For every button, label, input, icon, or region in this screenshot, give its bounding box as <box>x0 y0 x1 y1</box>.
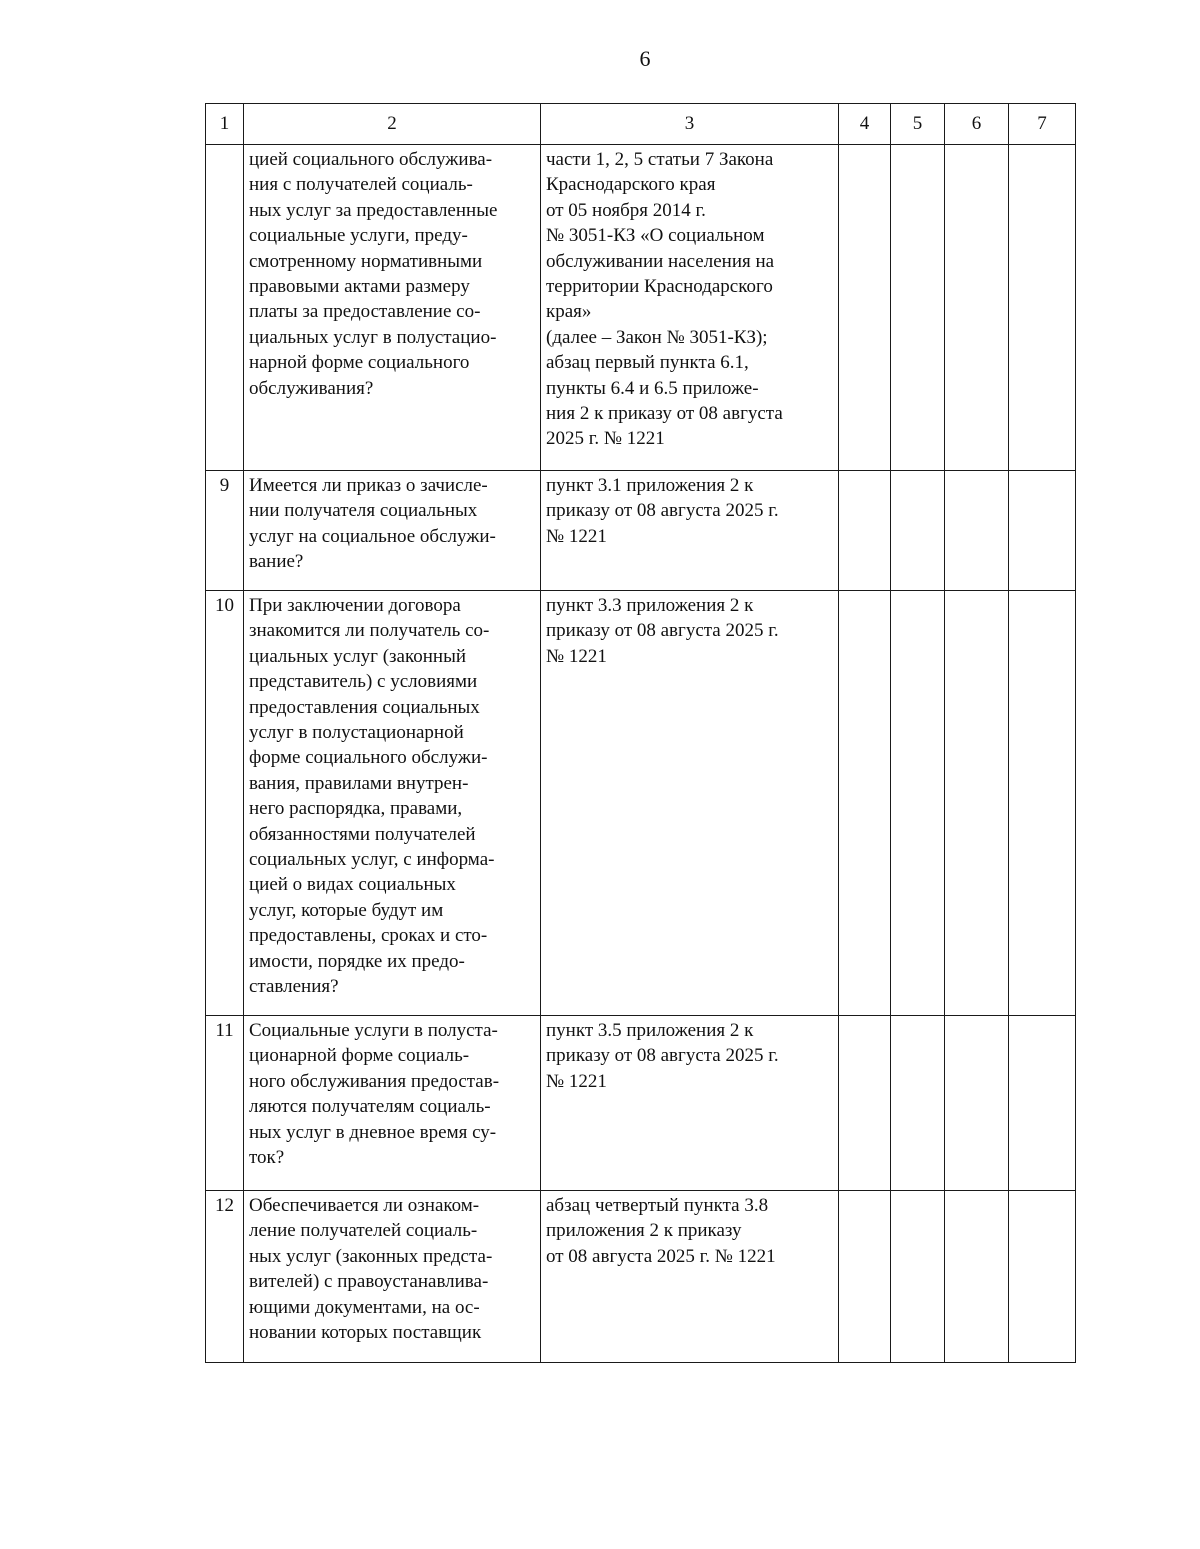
header-cell-6: 6 <box>945 104 1009 145</box>
mark-cell-5 <box>891 145 945 471</box>
row-number: 11 <box>206 1016 244 1191</box>
mark-cell-7 <box>1009 145 1076 471</box>
header-cell-1: 1 <box>206 104 244 145</box>
reference-cell: части 1, 2, 5 статьи 7 Закона Краснодарского края от 05 ноября 2014 г. № 3051-КЗ «О социальном обслуживании населения на территории Краснодарского края» (далее – Закон № 3051-КЗ); абзац первый пункта 6.1, пункты 6.4 и 6.5 приложе- ния 2 к приказу от 08 августа 2025 г. № 1221 <box>541 145 839 471</box>
question-cell: Обеспечивается ли ознаком- ление получателей социаль- ных услуг (законных предста- вителей) с правоустанавлива- ющими документами, на ос- новании которых поставщик <box>244 1191 541 1363</box>
checklist-table <box>205 103 1076 1363</box>
mark-cell-6 <box>945 1191 1009 1363</box>
row-number: 12 <box>206 1191 244 1363</box>
mark-cell-4 <box>839 471 891 591</box>
mark-cell-7 <box>1009 471 1076 591</box>
mark-cell-6 <box>945 145 1009 471</box>
table-row <box>206 1016 1076 1191</box>
row-number <box>206 145 244 471</box>
mark-cell-5 <box>891 1016 945 1191</box>
reference-cell: пункт 3.3 приложения 2 к приказу от 08 августа 2025 г. № 1221 <box>541 591 839 1016</box>
table-row <box>206 1191 1076 1363</box>
reference-cell: пункт 3.1 приложения 2 к приказу от 08 августа 2025 г. № 1221 <box>541 471 839 591</box>
mark-cell-6 <box>945 591 1009 1016</box>
question-cell: При заключении договора знакомится ли получатель со- циальных услуг (законный представитель) с условиями предоставления социальных услуг в полустационарной форме социального обслужи- вания, правилами внутрен- него распорядка, правами, обязанностями получателей социальных услуг, с информа- цией о видах социальных услуг, которые будут им предоставлены, сроках и сто- имости, порядке их предо- ставления? <box>244 591 541 1016</box>
mark-cell-7 <box>1009 1016 1076 1191</box>
mark-cell-7 <box>1009 591 1076 1016</box>
header-cell-3: 3 <box>541 104 839 145</box>
table-row <box>206 591 1076 1016</box>
row-number: 9 <box>206 471 244 591</box>
header-cell-4: 4 <box>839 104 891 145</box>
mark-cell-6 <box>945 1016 1009 1191</box>
header-cell-2: 2 <box>244 104 541 145</box>
reference-cell: пункт 3.5 приложения 2 к приказу от 08 августа 2025 г. № 1221 <box>541 1016 839 1191</box>
mark-cell-4 <box>839 591 891 1016</box>
question-cell: Социальные услуги в полуста- ционарной форме социаль- ного обслуживания предостав- ляются получателям социаль- ных услуг в дневное время су- ток? <box>244 1016 541 1191</box>
header-cell-7: 7 <box>1009 104 1076 145</box>
mark-cell-4 <box>839 145 891 471</box>
question-cell: цией социального обслужива- ния с получателей социаль- ных услуг за предоставленные социальные услуги, преду- смотренному нормативными правовыми актами размеру платы за предоставление со- циальных услуг в полустацио- нарной форме социального обслуживания? <box>244 145 541 471</box>
row-number: 10 <box>206 591 244 1016</box>
table-row <box>206 471 1076 591</box>
mark-cell-6 <box>945 471 1009 591</box>
mark-cell-4 <box>839 1016 891 1191</box>
question-cell: Имеется ли приказ о зачисле- нии получателя социальных услуг на социальное обслужи- вание? <box>244 471 541 591</box>
mark-cell-5 <box>891 591 945 1016</box>
mark-cell-5 <box>891 1191 945 1363</box>
mark-cell-5 <box>891 471 945 591</box>
mark-cell-4 <box>839 1191 891 1363</box>
table-row <box>206 145 1076 471</box>
page-number: 6 <box>639 46 651 71</box>
reference-cell: абзац четвертый пункта 3.8 приложения 2 к приказу от 08 августа 2025 г. № 1221 <box>541 1191 839 1363</box>
header-row <box>206 104 1076 145</box>
mark-cell-7 <box>1009 1191 1076 1363</box>
header-cell-5: 5 <box>891 104 945 145</box>
